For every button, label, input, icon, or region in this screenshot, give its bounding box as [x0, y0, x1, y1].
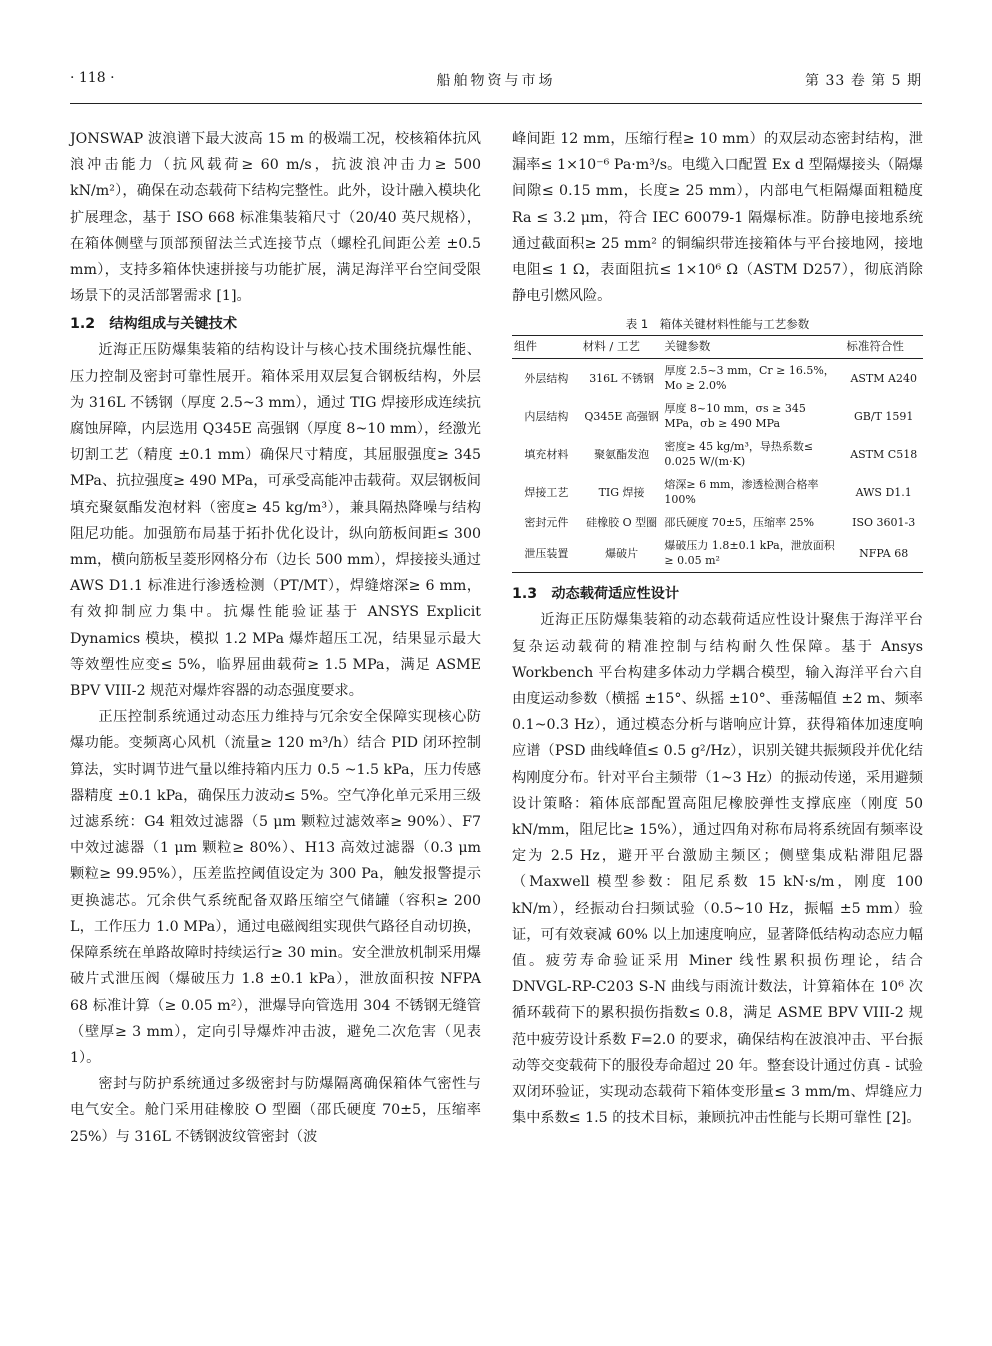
table-row: [512, 473, 923, 511]
journal-title: 船舶物资与市场: [436, 73, 556, 89]
table-cell: 316L 不锈钢: [589, 371, 654, 385]
table-row: [512, 359, 923, 398]
table-cell: TIG 焊接: [598, 485, 645, 499]
table-cell: 焊接工艺: [524, 485, 569, 499]
table-cell: 泄压装置: [524, 546, 569, 560]
table-cell: 厚度 8~10 mm，σs ≥ 345 MPa，σb ≥ 490 MPa: [664, 402, 806, 431]
table-cell: ASTM A240: [850, 371, 917, 385]
table-cell: 厚度 2.5~3 mm，Cr ≥ 16.5%，Mo ≥ 2.0%: [664, 364, 835, 393]
table-cell: 外层结构: [524, 371, 569, 385]
table-cell: 爆破压力 1.8±0.1 kPa，泄放面积≥ 0.05 m²: [664, 539, 835, 568]
paragraph: 峰间距 12 mm，压缩行程≥ 10 mm）的双层动态密封结构，泄漏率≤ 1×10⁻⁶ Pa·m³/s。电缆入口配置 Ex d 型隔爆接头（隔爆间隙≤ 0.15 mm，长度≥ 25 mm），内部电气柜隔爆面粗糙度 Ra ≤ 3.2 μm，符合 IEC 60079-1 隔爆标准。防静电接地系统通过截面积≥ 25 mm² 的铜编织带连接箱体与平台接地网，接地电阻≤ 1 Ω，表面阻抗≤ 1×10⁶ Ω（ASTM D257），彻底消除静电引燃风险。: [512, 131, 923, 305]
table-cell: 硅橡胶 O 型圈: [586, 516, 658, 530]
table-header-cell: 材料 / 工艺: [581, 336, 663, 359]
materials-table: [512, 335, 923, 573]
table-cell: Q345E 高强钢: [584, 409, 659, 423]
table-cell: 邵氏硬度 70±5，压缩率 25%: [664, 516, 815, 530]
table-header-cell: 组件: [512, 336, 581, 359]
page-number: · 118 ·: [70, 70, 115, 86]
table-cell: ISO 3601-3: [852, 516, 916, 530]
table-row: [512, 511, 923, 534]
table-header-cell: 标准符合性: [844, 336, 923, 359]
left-column: [70, 126, 481, 1150]
table-row: [512, 435, 923, 473]
paragraph: 密封与防护系统通过多级密封与防爆隔离确保箱体气密性与电气安全。舱门采用硅橡胶 O 型圈（邵氏硬度 70±5，压缩率 25%）与 316L 不锈钢波纹管密封（波: [70, 1076, 481, 1145]
right-column: [512, 126, 923, 1131]
paragraph: 近海正压防爆集装箱的结构设计与核心技术围绕抗爆性能、压力控制及密封可靠性展开。箱体采用双层复合钢板结构，外层为 316L 不锈钢（厚度 2.5~3 mm），通过 TIG 焊接形成连续抗腐蚀屏障，内层选用 Q345E 高强钢（厚度 8~10 mm），经激光切割工艺（精度 ±0.1 mm）确保尺寸精度，其屈服强度≥ 345 MPa、抗拉强度≥ 490 MPa，可承受高能冲击载荷。双层钢板间填充聚氨酯发泡材料（密度≥ 45 kg/m³），兼具隔热降噪与结构阻尼功能。加强筋布局基于拓扑优化设计，纵向筋板间距≤ 300 mm，横向筋板呈菱形网格分布（边长 500 mm），焊接接头通过 AWS D1.1 标准进行渗透检测（PT/MT），焊缝熔深≥ 6 mm，有效抑制应力集中。抗爆性能验证基于 ANSYS Explicit Dynamics 模块，模拟 1.2 MPa 爆炸超压工况，结果显示最大等效塑性应变≤ 5%，临界屈曲载荷≥ 1.5 MPa，满足 ASME BPV VIII-2 规范对爆炸容器的动态强度要求。: [70, 342, 481, 700]
table-cell: GB/T 1591: [854, 409, 914, 423]
table-caption: 表 1 箱体关键材料性能与工艺参数: [625, 317, 810, 332]
table-cell: 密度≥ 45 kg/m³，导热系数≤ 0.025 W/(m·K): [664, 440, 814, 469]
table-cell: ASTM C518: [850, 447, 918, 461]
table-header-cell: 关键参数: [662, 336, 844, 359]
table-cell: 聚氨酯发泡: [594, 447, 650, 461]
table-cell: 填充材料: [524, 447, 569, 461]
table-cell: AWS D1.1: [855, 485, 912, 499]
paragraph: JONSWAP 波浪谱下最大波高 15 m 的极端工况，校核箱体抗风浪冲击能力（抗风载荷≥ 60 m/s，抗波浪冲击力≥ 500 kN/m²），确保在动态载荷下结构完整性。此外，设计融入模块化扩展理念，基于 ISO 668 标准集装箱尺寸（20/40 英尺规格），在箱体侧壁与顶部预留法兰式连接节点（螺栓孔间距公差 ±0.5 mm），支持多箱体快速拼接与功能扩展，满足海洋平台空间受限场景下的灵活部署需求 [1]。: [70, 131, 481, 305]
table-cell: 密封元件: [524, 516, 569, 530]
section-heading-1-3: 1.3 动态载荷适应性设计: [512, 586, 680, 603]
issue-label: 第 33 卷 第 5 期: [805, 73, 922, 89]
table-cell: 爆破片: [605, 546, 639, 560]
section-heading-1-2: 1.2 结构组成与关键技术: [70, 316, 238, 333]
paragraph: 正压控制系统通过动态压力维持与冗余安全保障实现核心防爆功能。变频离心风机（流量≥ 120 m³/h）结合 PID 闭环控制算法，实时调节进气量以维持箱内压力 0.5 ~1.5 kPa，压力传感器精度 ±0.1 kPa，确保压力波动≤ 5%。空气净化单元采用三级过滤系统：G4 粗效过滤器（5 μm 颗粒过滤效率≥ 90%）、F7 中效过滤器（1 μm 颗粒≥ 80%）、H13 高效过滤器（0.3 μm 颗粒≥ 99.95%），压差监控阈值设定为 300 Pa，触发报警提示更换滤芯。冗余供气系统配备双路压缩空气储罐（容积≥ 200 L，工作压力 1.0 MPa），通过电磁阀组实现供气路径自动切换，保障系统在单路故障时持续运行≥ 30 min。安全泄放机制采用爆破片式泄压阀（爆破压力 1.8 ±0.1 kPa），泄放面积按 NFPA 68 标准计算（≥ 0.05 m²），泄爆导向管选用 304 不锈钢无缝管（壁厚≥ 3 mm），定向引导爆炸冲击波，避免二次危害（见表 1）。: [70, 709, 481, 1066]
table-row: [512, 534, 923, 573]
table-cell: NFPA 68: [859, 546, 909, 560]
table-cell: 熔深≥ 6 mm，渗透检测合格率 100%: [664, 478, 819, 507]
table-row: [512, 397, 923, 435]
header-rule: [70, 103, 922, 104]
paragraph: 近海正压防爆集装箱的动态载荷适应性设计聚焦于海洋平台复杂运动载荷的精准控制与结构耐久性保障。基于 Ansys Workbench 平台构建多体动力学耦合模型，输入海洋平台六自由度运动参数（横摇 ±15°、纵摇 ±10°、垂荡幅值 ±2 m、频率 0.1~0.3 Hz），通过模态分析与谐响应计算，获得箱体加速度响应谱（PSD 曲线峰值≤ 0.5 g²/Hz），识别关键共振频段并优化结构刚度分布。针对平台主频带（1~3 Hz）的振动传递，采用避频设计策略：箱体底部配置高阻尼橡胶弹性支撑底座（刚度 50 kN/mm，阻尼比≥ 15%），通过四角对称布局将系统固有频率设定为 2.5 Hz，避开平台激励主频区；侧壁集成粘滞阻尼器（Maxwell 模型参数：阻尼系数 15 kN·s/m，刚度 100 kN/m），经振动台扫频试验（0.5~10 Hz，振幅 ±5 mm）验证，可有效衰减 60% 以上加速度响应，显著降低结构动态应力幅值。疲劳寿命验证采用 Miner 线性累积损伤理论，结合 DNVGL-RP-C203 S-N 曲线与雨流计数法，计算箱体在 10⁶ 次循环载荷下的累积损伤指数≤ 0.8，满足 ASME BPV VIII-2 规范中疲劳设计系数 F=2.0 的要求，确保结构在波浪冲击、平台振动等交变载荷下的服役寿命超过 20 年。整套设计通过仿真 - 试验双闭环验证，实现动态载荷下箱体变形量≤ 3 mm/m、焊缝应力集中系数≤ 1.5 的技术目标，兼顾抗冲击性能与长期可靠性 [2]。: [512, 612, 923, 1127]
table-header-row: [512, 336, 923, 359]
table-cell: 内层结构: [524, 409, 569, 423]
page-header: [70, 70, 922, 94]
